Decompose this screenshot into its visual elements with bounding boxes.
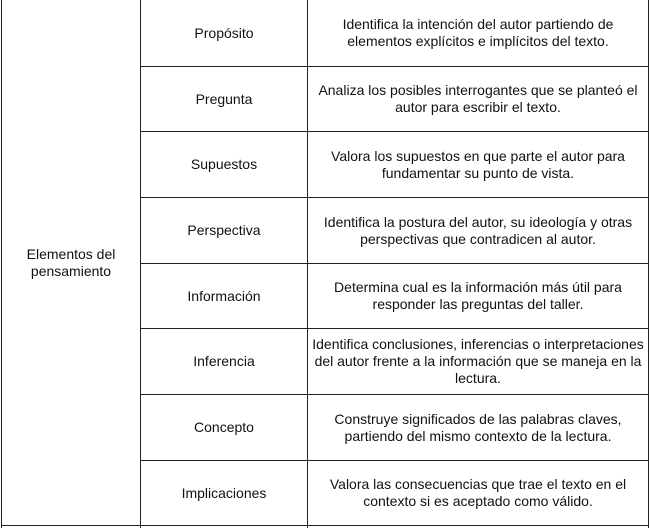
description-cell: Identifica la intención del autor partiendo de elementos explícitos e implícitos del texto.: [342, 16, 614, 49]
table-border-right: [648, 0, 649, 528]
description-cell: Identifica la postura del autor, su ideología y otras perspectivas que contradicen al autor.: [323, 213, 633, 247]
description-cell: Determina cual es la información más útil para responder las preguntas del taller.: [334, 279, 622, 312]
element-cell: Propósito: [194, 24, 254, 41]
element-cell: Implicaciones: [181, 484, 267, 501]
description-cell: Valora las consecuencias que trae el texto en el contexto si es aceptado como válido.: [329, 476, 627, 509]
element-cell: Supuestos: [190, 156, 258, 172]
element-cell: Inferencia: [193, 353, 255, 369]
element-cell: Información: [187, 287, 261, 304]
description-cell: Valora los supuestos en que parte el autor para fundamentar su punto de vista.: [331, 147, 625, 181]
element-cell: Concepto: [194, 419, 254, 435]
element-cell: Pregunta: [195, 90, 253, 107]
table-bottom-border: [1, 525, 649, 526]
description-cell: Construye significados de las palabras claves, partiendo del mismo contexto de la lectura.: [334, 410, 622, 444]
description-cell: Identifica conclusiones, inferencias o interpretaciones del autor frente a la información que se maneja en la lectura.: [312, 336, 644, 386]
element-cell: Perspectiva: [187, 222, 261, 238]
description-cell: Analiza los posibles interrogantes que se planteó el autor para escribir el texto.: [318, 82, 638, 115]
category-cell: Elementos del pensamiento: [26, 245, 116, 279]
